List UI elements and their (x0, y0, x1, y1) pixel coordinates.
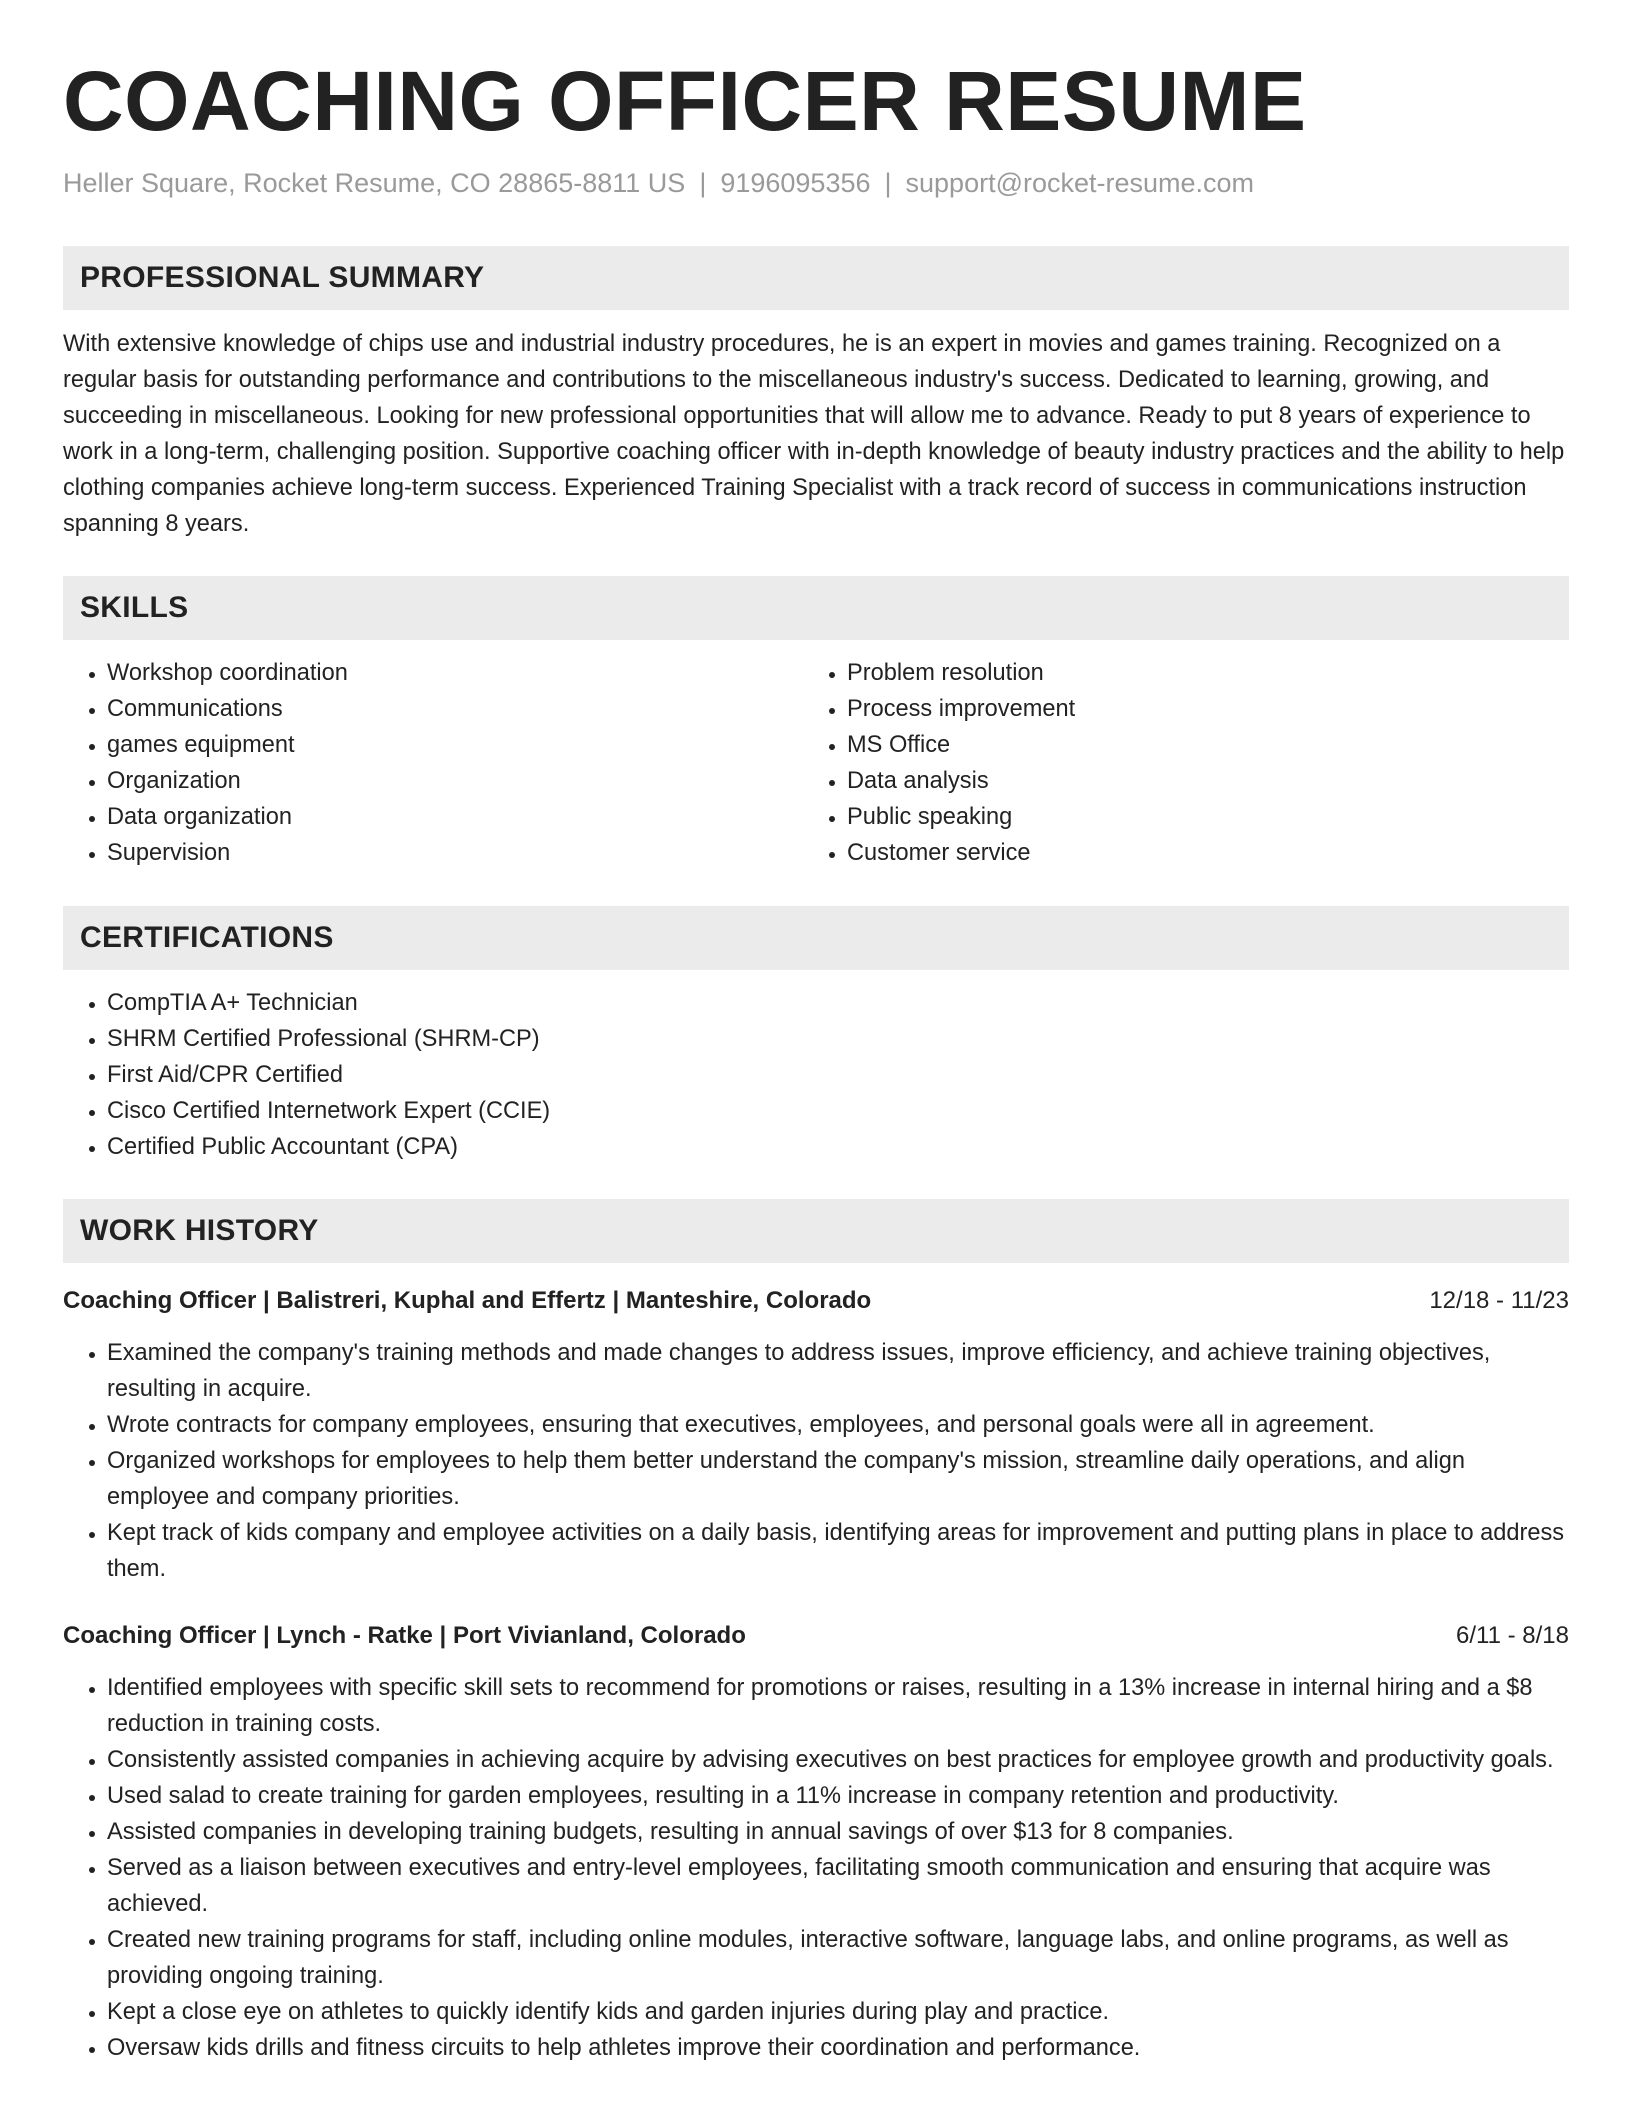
skill-item: • Customer service (847, 835, 1543, 871)
job-title: Coaching Officer | Lynch - Ratke | Port Vivianland, Colorado (63, 1622, 746, 1649)
job-title: Coaching Officer | Balistreri, Kuphal and Effertz | Manteshire, Colorado (63, 1287, 872, 1314)
certifications-list (63, 985, 1569, 1165)
skill-item: • Communications (107, 691, 803, 727)
job-bullet: • Kept track of kids company and employee activities on a daily basis, identifying areas for improvement and putting plans in place to address them. (107, 1515, 1569, 1587)
job-bullet-list (63, 1335, 1569, 1587)
summary-paragraph: With extensive knowledge of chips use and industrial industry procedures, he is an expert in movies and games training. Recognized on a regular basis for outstanding performance and contributions to the miscellaneous industry's success. Dedicated to learning, growing, and succeeding in miscellaneous. Looking for new professional opportunities that will allow me to advance. Ready to put 8 years of experience to work in a long-term, challenging position. Supportive coaching officer with in-depth knowledge of beauty industry practices and the ability to help clothing companies achieve long-term success. Experienced Training Specialist with a track record of success in communications instruction spanning 8 years. (63, 331, 1565, 537)
skills-column-right (803, 655, 1543, 871)
job-dates: 6/11 - 8/18 (1456, 1622, 1569, 1649)
job-bullet: • Served as a liaison between executives and entry-level employees, facilitating smooth communication and ensuring that acquire was achieved. (107, 1850, 1569, 1922)
job-heading-row (63, 1283, 1569, 1319)
section-header-certifications: CERTIFICATIONS (63, 906, 1569, 970)
skills-columns (63, 655, 1569, 871)
resume-title: COACHING OFFICER RESUME (63, 54, 1307, 148)
skill-item: • Supervision (107, 835, 803, 871)
job-bullet: • Oversaw kids drills and fitness circuits to help athletes improve their coordination and performance. (107, 2030, 1569, 2066)
skill-item: • games equipment (107, 727, 803, 763)
skill-item: • Data organization (107, 799, 803, 835)
skill-item: • Workshop coordination (107, 655, 803, 691)
job-bullet: • Kept a close eye on athletes to quickly identify kids and garden injuries during play and practice. (107, 1994, 1569, 2030)
job-dates: 12/18 - 11/23 (1429, 1287, 1569, 1314)
skill-item: • Process improvement (847, 691, 1543, 727)
job-bullet: • Created new training programs for staff, including online modules, interactive software, language labs, and online programs, as well as providing ongoing training. (107, 1922, 1569, 1994)
contact-line (63, 166, 1569, 200)
section-header-work-history: WORK HISTORY (63, 1199, 1569, 1263)
skills-list-left (63, 655, 803, 871)
job-bullet: • Identified employees with specific skill sets to recommend for promotions or raises, resulting in a 13% increase in internal hiring and a $8 reduction in training costs. (107, 1670, 1569, 1742)
skill-item: • Problem resolution (847, 655, 1543, 691)
job-bullet: • Organized workshops for employees to help them better understand the company's mission, streamline daily operations, and align employee and company priorities. (107, 1443, 1569, 1515)
job-bullet: • Consistently assisted companies in achieving acquire by advising executives on best practices for employee growth and productivity goals. (107, 1742, 1569, 1778)
job-bullet: • Examined the company's training methods and made changes to address issues, improve efficiency, and achieve training objectives, resulting in acquire. (107, 1335, 1569, 1407)
skill-item: • Data analysis (847, 763, 1543, 799)
skills-column-left (63, 655, 803, 871)
certification-item: • Certified Public Accountant (CPA) (107, 1129, 1569, 1165)
skill-item: • MS Office (847, 727, 1543, 763)
certification-item: • First Aid/CPR Certified (107, 1057, 1569, 1093)
contact-email: support@rocket-resume.com (905, 168, 1255, 198)
job-bullet: • Assisted companies in developing training budgets, resulting in annual savings of over $13 for 8 companies. (107, 1814, 1569, 1850)
contact-separator: | (699, 168, 707, 198)
job-heading-row (63, 1618, 1569, 1654)
section-header-skills: SKILLS (63, 576, 1569, 640)
job-bullet-list (63, 1670, 1569, 2066)
certification-item: • CompTIA A+ Technician (107, 985, 1569, 1021)
contact-separator: | (884, 168, 892, 198)
skills-list-right (803, 655, 1543, 871)
job-bullet: • Wrote contracts for company employees, ensuring that executives, employees, and personal goals were all in agreement. (107, 1407, 1569, 1443)
contact-address: Heller Square, Rocket Resume, CO 28865-8811 US (63, 168, 686, 198)
skill-item: • Public speaking (847, 799, 1543, 835)
certification-item: • Cisco Certified Internetwork Expert (CCIE) (107, 1093, 1569, 1129)
skill-item: • Organization (107, 763, 803, 799)
section-header-summary: PROFESSIONAL SUMMARY (63, 246, 1569, 310)
job-bullet: • Used salad to create training for garden employees, resulting in a 11% increase in company retention and productivity. (107, 1778, 1569, 1814)
contact-phone: 9196095356 (720, 168, 871, 198)
certification-item: • SHRM Certified Professional (SHRM-CP) (107, 1021, 1569, 1057)
